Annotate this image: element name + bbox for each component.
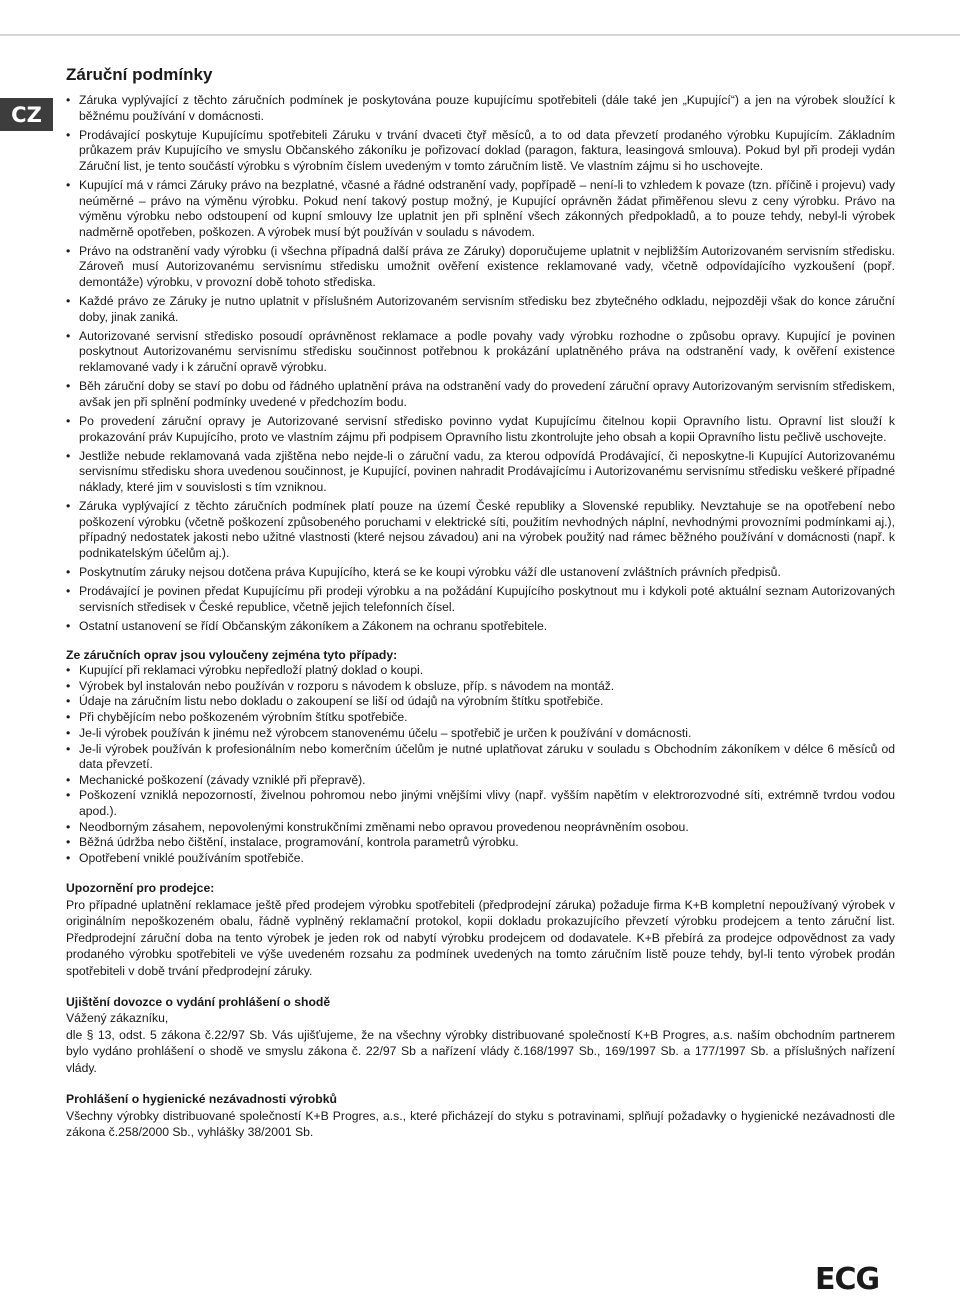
list-item: • Neodborným zásahem, nepovolenými konstrukčními změnami nebo opravou provedenou neoprávněním osobou. bbox=[66, 820, 895, 836]
list-item: • Poškození vzniklá nepozorností, živelnou pohromou nebo jinými vnějšími vlivy (např. vyšším napětím v elektrorozvodné síti, extrémně tvrdou vodou apod.). bbox=[66, 788, 895, 819]
list-item: • Autorizované servisní středisko posoudí oprávněnost reklamace a podle povahy vady výrobku rozhodne o způsobu opravy. Kupující je povinen poskytnout Autorizovanému servisnímu středisku součinnost potřebnou k prokázání uplatněného práva na odstranění vady, k ověření existence reklamované vady i k záruční opravě výrobku. bbox=[66, 329, 895, 376]
conformity-heading: Ujištění dovozce o vydání prohlášení o shodě bbox=[66, 994, 331, 1009]
exclusions-heading: Ze záručních oprav jsou vyloučeny zejména tyto případy: bbox=[66, 647, 398, 662]
top-divider bbox=[0, 34, 960, 36]
conformity-salutation: Vážený zákazníku, bbox=[66, 1011, 169, 1026]
warranty-terms-list bbox=[66, 93, 895, 635]
list-item: • Běžná údržba nebo čištění, instalace, programování, kontrola parametrů výrobku. bbox=[66, 835, 895, 851]
document-body bbox=[66, 64, 895, 1140]
hygiene-section bbox=[66, 1092, 895, 1140]
list-item: • Jestliže nebude reklamovaná vada zjištěna nebo nejde-li o záruční vadu, za kterou odpovídá Prodávající, či neposkytne-li Kupující Autorizovanému servisnímu středisku shora uvedenou součinnost, je Kupující, povinen nahradit Prodávajícímu i Autorizovanému servisnímu středisku veškeré případné náklady, které jim v souvislosti s tím vzniknou. bbox=[66, 449, 895, 496]
exclusions-list bbox=[66, 663, 895, 866]
list-item: • Údaje na záručním listu nebo dokladu o zakoupení se liší od údajů na výrobním štítku spotřebiče. bbox=[66, 694, 895, 710]
language-tab: CZ bbox=[0, 98, 53, 131]
list-item: • Běh záruční doby se staví po dobu od řádného uplatnění práva na odstranění vady do provedení záruční opravy Autorizovaným servisním střediskem, avšak jen při splnění podmínky uvedené v předchozím bodu. bbox=[66, 379, 895, 410]
list-item: • Je-li výrobek používán k profesionálním nebo komerčním účelům je nutné uplatňovat záruku v souladu s Obchodním zákoníkem v délce 6 měsíců od data převzetí. bbox=[66, 742, 895, 773]
list-item: • Je-li výrobek používán k jinému než výrobcem stanovenému účelu – spotřebič je určen k používání v domácnosti. bbox=[66, 726, 895, 742]
list-item: • Výrobek byl instalován nebo používán v rozporu s návodem k obsluze, příp. s návodem na montáž. bbox=[66, 679, 895, 695]
list-item: • Každé právo ze Záruky je nutno uplatnit v příslušném Autorizovaném servisním středisku bez zbytečného odkladu, nejpozději však do konce záruční doby, jinak zaniká. bbox=[66, 294, 895, 325]
seller-notice-text: Pro případné uplatnění reklamace ještě před prodejem výrobku spotřebiteli (předprodejní záruka) požaduje firma K+B kompletní nepoužívaný výrobek v originálním nepoškozeném obalu, řádně vyplněný reklamační protokol, kopii dokladu prokazujícího převzetí výrobku prodejcem a tento záruční list. Předprodejní záruční doba na tento výrobek je jeden rok od nabytí výrobku prodejcem od dodavatele. K+B přebírá za prodejce odpovědnost za vady prodaného výrobku spotřebiteli ve výše uvedeném rozsahu za podmínek uvedených na tomto záručním listě pouze tehdy, byl-li tento výrobek prodán spotřebiteli v době trvání předprodejní záruky. bbox=[66, 897, 895, 978]
list-item: • Mechanické poškození (závady vzniklé při přepravě). bbox=[66, 773, 895, 789]
hygiene-text: Všechny výrobky distribuované společností K+B Progres, a.s., které přicházejí do styku s potravinami, splňují požadavky o hygienické nezávadnosti dle zákona č.258/2000 Sb., vyhlášky 38/2001 Sb. bbox=[66, 1108, 895, 1139]
exclusions-section bbox=[66, 648, 895, 867]
seller-notice-heading: Upozornění pro prodejce: bbox=[66, 881, 215, 896]
list-item: • Záruka vyplývající z těchto záručních podmínek je poskytována pouze kupujícímu spotřebiteli (dále také jen „Kupující“) a jen na výrobek sloužící k běžnému používání v domácnosti. bbox=[66, 93, 895, 124]
list-item: • Ostatní ustanovení se řídí Občanským zákoníkem a Zákonem na ochranu spotřebitele. bbox=[66, 619, 895, 635]
list-item: • Po provedení záruční opravy je Autorizované servisní středisko povinno vydat Kupujícímu čitelnou kopii Opravního listu. Opravní list slouží k prokazování práv Kupujícího, proto ve vlastním zájmu při podpisem Opravního listu zkontrolujte jeho obsah a kopii Opravního listu pečlivě uschovejte. bbox=[66, 414, 895, 445]
list-item: • Kupující při reklamaci výrobku nepředloží platný doklad o koupi. bbox=[66, 663, 895, 679]
hygiene-heading: Prohlášení o hygienické nezávadnosti výrobků bbox=[66, 1092, 337, 1107]
list-item: • Prodávající poskytuje Kupujícímu spotřebiteli Záruku v trvání dvaceti čtyř měsíců, a to od data převzetí prodaného výrobku Kupujícím. Základním průkazem práv Kupujícího ve smyslu Občanského zákoníku je pořizovací doklad (paragon, faktura, leasingová smlouva). Pokud byl při prodeji vydán Záruční list, je tento součástí výrobku s výrobním číslem uvedeným v tomto záručním listě. Ve vlastním zájmu si ho uschovejte. bbox=[66, 128, 895, 175]
list-item: • Právo na odstranění vady výrobku (i všechna případná další práva ze Záruky) doporučujeme uplatnit v nejbližším Autorizovaném servisním středisku. Zároveň musí Autorizovanému servisnímu středisku umožnit ověření existence reklamované vady, včetně odpovídajícího vyzkoušení (popř. demontáže) výrobku, v provozní době tohoto střediska. bbox=[66, 244, 895, 291]
list-item: • Poskytnutím záruky nejsou dotčena práva Kupujícího, která se ke koupi výrobku váží dle ustanovení zvláštních právních předpisů. bbox=[66, 565, 895, 581]
list-item: • Kupující má v rámci Záruky právo na bezplatné, včasné a řádné odstranění vady, popřípadě – není-li to vzhledem k povaze (tzn. příčině i projevu) vady neúměrné – právo na výměnu výrobku. Pokud není takový postup možný, je Kupující oprávněn žádat přiměřenou slevu z ceny výrobku. Právo na výměnu výrobku nebo odstoupení od kupní smlouvy lze uplatnit jen při splnění všech zákonných předpokladů, a to pouze tehdy, nebyl-li výrobek nadměrně opotřeben, poškozen. A výrobek musí být používán v souladu s návodem. bbox=[66, 178, 895, 240]
list-item: • Při chybějícím nebo poškozeném výrobním štítku spotřebiče. bbox=[66, 710, 895, 726]
conformity-section bbox=[66, 995, 895, 1076]
conformity-text: dle § 13, odst. 5 zákona č.22/97 Sb. Vás ujišťujeme, že na všechny výrobky distribuované společností K+B Progres, a.s. naším obchodním partnerem bylo vydáno prohlášení o shodě ve smyslu zákona č. 22/97 Sb a nařízení vlády č.168/1997 Sb., 169/1997 Sb. a 177/1997 Sb. a příslušných nařízení vlády. bbox=[66, 1027, 895, 1075]
seller-notice-section bbox=[66, 881, 895, 979]
list-item: • Prodávající je povinen předat Kupujícímu při prodeji výrobku a na požádání Kupujícího poskytnout mu i kdykoli poté aktuální seznam Autorizovaných servisních středisek v České republice, včetně jejich telefonních čísel. bbox=[66, 584, 895, 615]
page-title: Záruční podmínky bbox=[66, 65, 213, 84]
list-item: • Opotřebení vniklé používáním spotřebiče. bbox=[66, 851, 895, 867]
list-item: • Záruka vyplývající z těchto záručních podmínek platí pouze na území České republiky a Slovenské republiky. Nevztahuje se na opotřebení nebo poškození výrobku (včetně poškození způsobeného poruchami v elektrické síti, použitím nevhodných náplní, nevhodnými provozními podmínkami aj.), případný nedostatek jakosti nebo užitné vlastnosti (které nejsou závadou) ani na výrobek použitý nad rámec běžného používání v domácnosti (např. k podnikatelským účelům aj.). bbox=[66, 499, 895, 561]
brand-logo: ECG bbox=[815, 1262, 880, 1297]
